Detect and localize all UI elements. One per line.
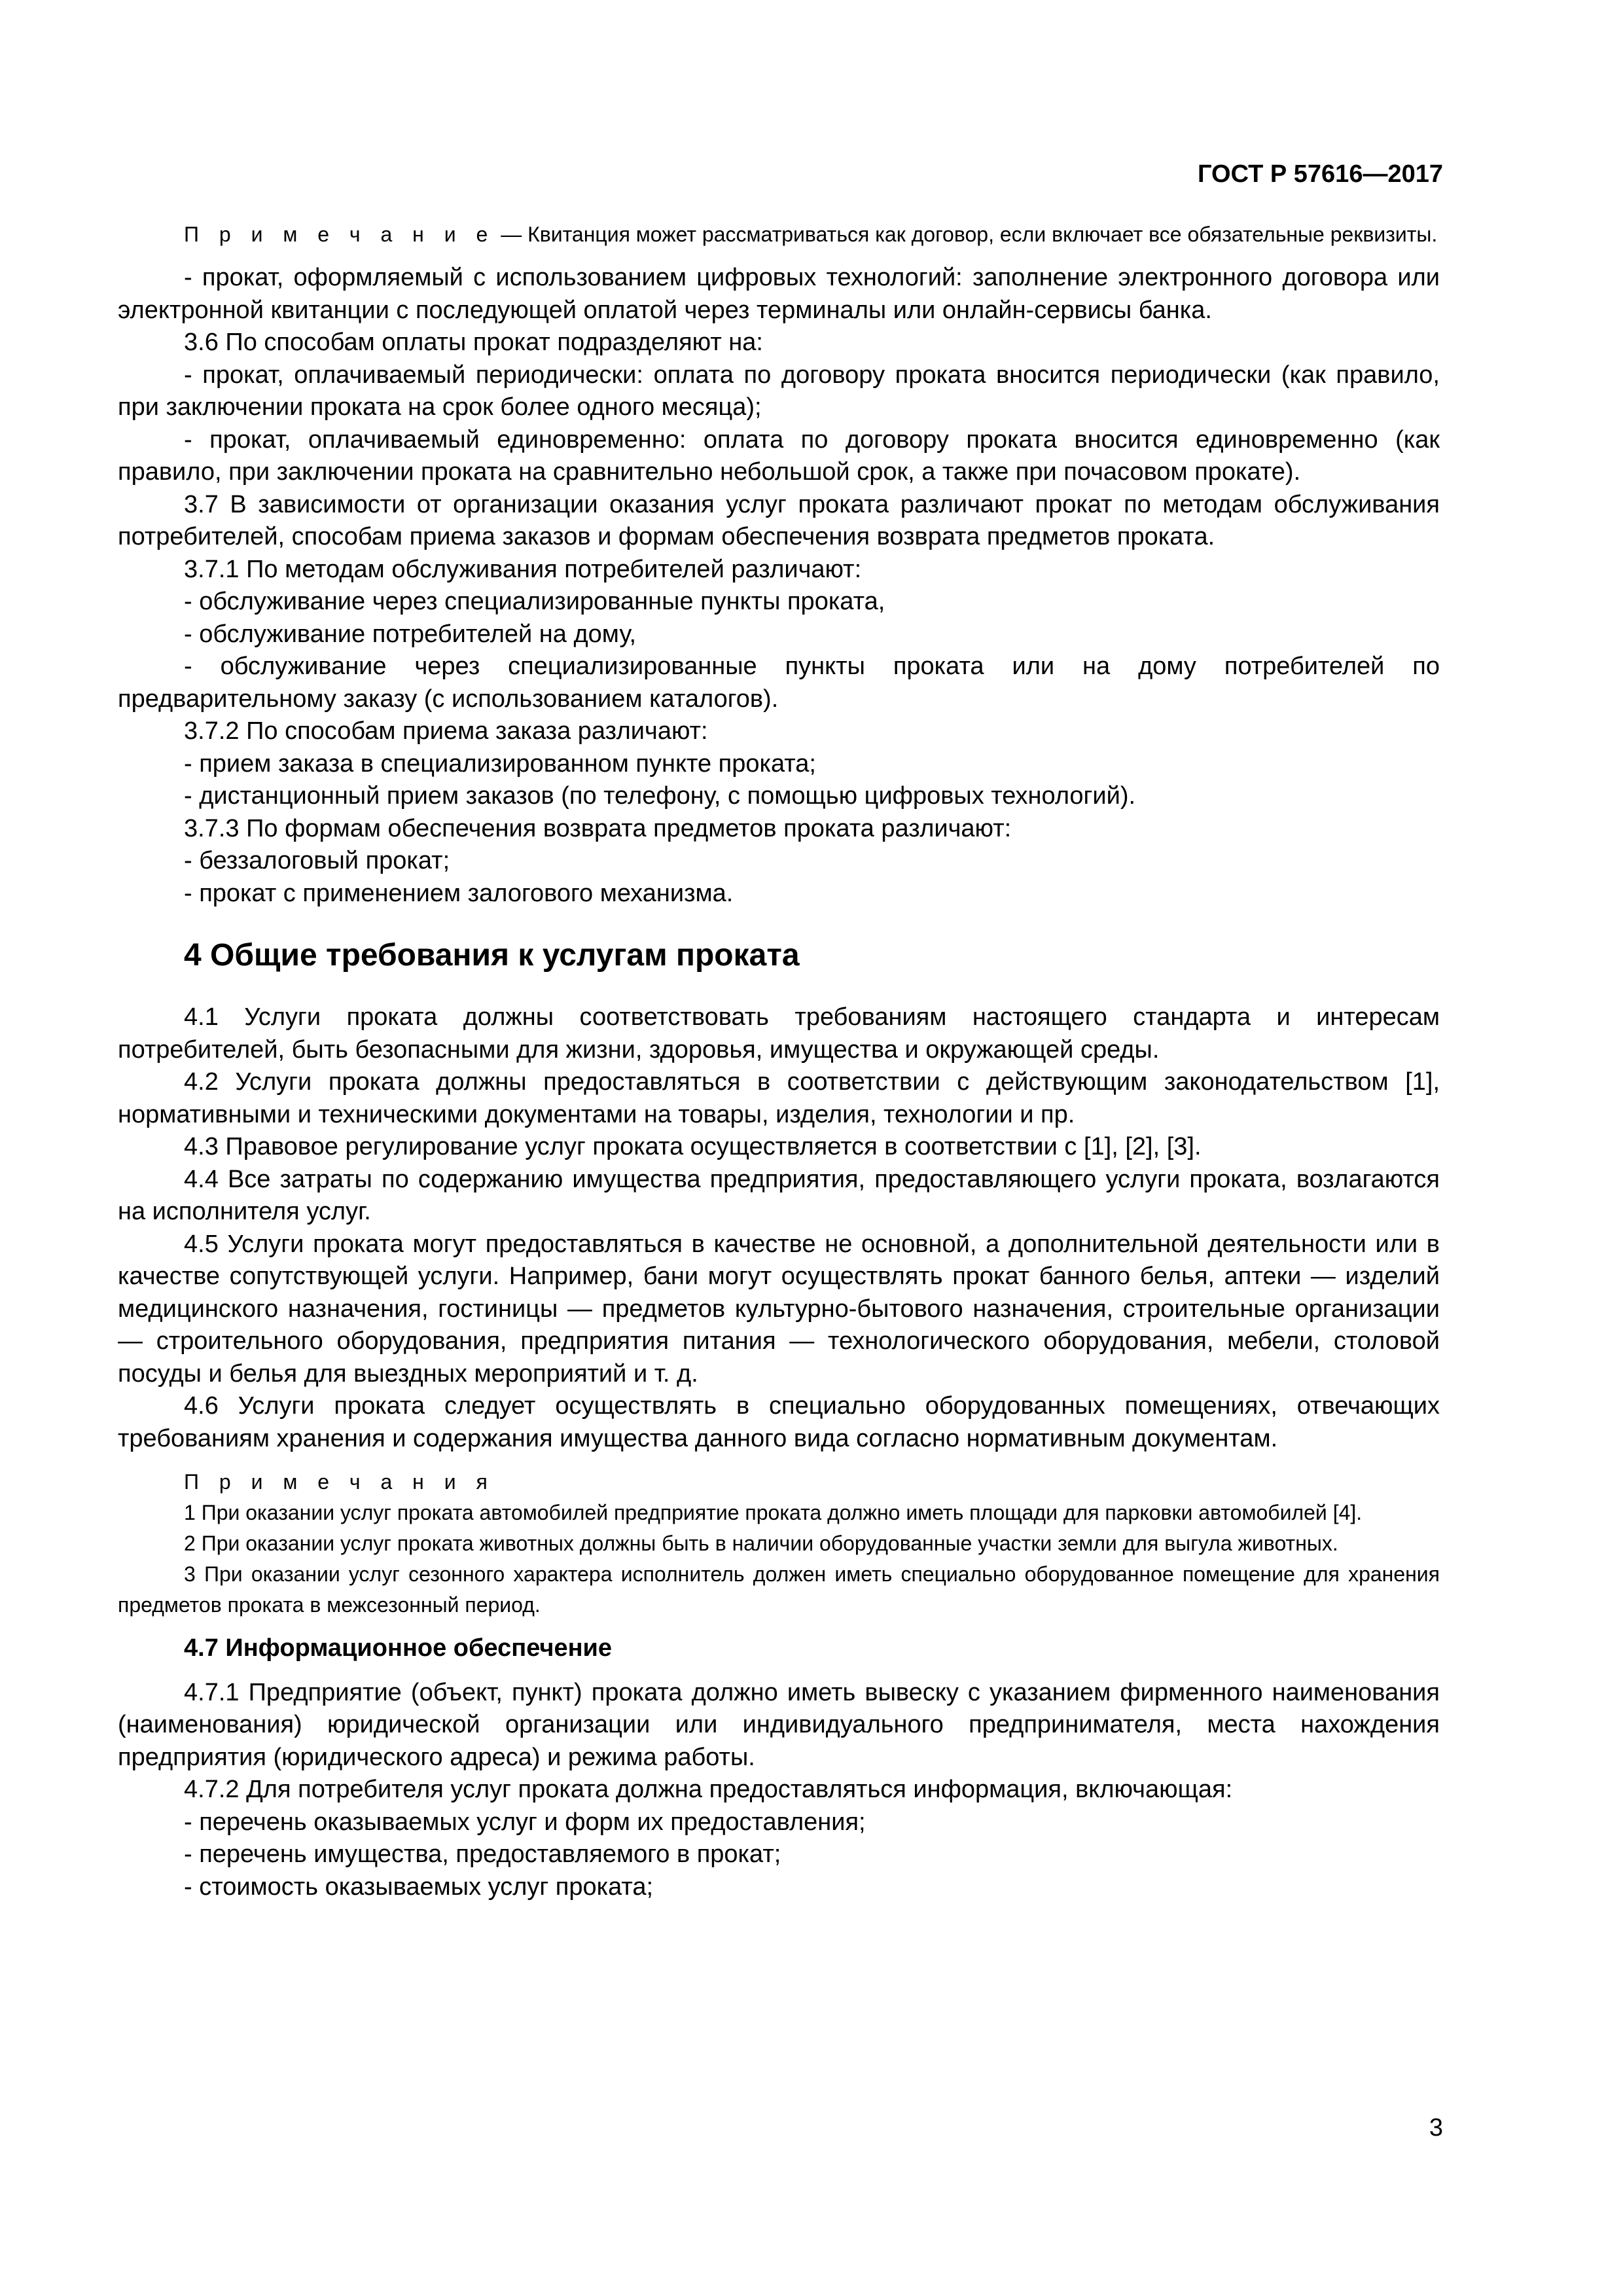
paragraph: - прокат с применением залогового механизма. [184,879,734,907]
paragraph: - прокат, оформляемый с использованием цифровых технологий: заполнение электронного договора или электронной квитанции с последующей оплатой через терминалы или онлайн-сервисы банка. [118,264,1440,324]
subsection-heading: 4.7 Информационное обеспечение [184,1634,613,1662]
paragraph: 4.7.2 Для потребителя услуг проката должна предоставляться информация, включающая: [184,1776,1233,1803]
paragraph: - обслуживание потребителей на дому, [184,620,637,648]
paragraph: - дистанционный прием заказов (по телефону, с помощью цифровых технологий). [184,782,1136,810]
paragraph: - стоимость оказываемых услуг проката; [184,1873,654,1901]
paragraph: - обслуживание через специализированные пункты проката, [184,588,885,615]
paragraph: 3.7.3 По формам обеспечения возврата предметов проката различают: [184,814,1012,842]
note-item: 3 При оказании услуг сезонного характера исполнитель должен иметь специально оборудованное помещение для хранения предметов проката в межсезонный период. [118,1562,1440,1617]
paragraph: 4.5 Услуги проката могут предоставляться в качестве не основной, а дополнительной деятельности или в качестве сопутствующей услуги. Например, бани могут осуществлять прокат банного белья, аптеки — изделий медицинского назначения, гостиницы — предметов культурно-бытового назначения, строительные организации — строительного оборудования, предприятия питания — технологического оборудования, мебели, столовой посуды и белья для выездных мероприятий и т. д. [118,1230,1440,1388]
paragraph: 3.6 По способам оплаты прокат подразделяют на: [184,329,763,356]
paragraph: - беззалоговый прокат; [184,847,450,874]
paragraph: 4.2 Услуги проката должны предоставляться в соответствии с действующим законодательством [1], нормативными и техническими документами на товары, изделия, технологии и пр. [118,1068,1440,1128]
paragraph: 4.1 Услуги проката должны соответствовать требованиям настоящего стандарта и интересам потребителей, быть безопасными для жизни, здоровья, имущества и окружающей среды. [118,1003,1440,1064]
paragraph: - перечень имущества, предоставляемого в прокат; [184,1840,781,1868]
paragraph: 4.4 Все затраты по содержанию имущества предприятия, предоставляющего услуги проката, возлагаются на исполнителя услуг. [118,1165,1440,1225]
paragraph: 3.7.1 По методам обслуживания потребителей различают: [184,555,862,583]
notes-label: П р и м е ч а н и я [184,1470,495,1494]
paragraph: 3.7.2 По способам приема заказа различают: [184,717,708,745]
note-item: 1 При оказании услуг проката автомобилей предприятие проката должно иметь площади для парковки автомобилей [4]. [184,1501,1363,1524]
paragraph: - прием заказа в специализированном пункте проката; [184,749,816,778]
paragraph: - прокат, оплачиваемый единовременно: оплата по договору проката вносится единовременно (как правило, при заключении проката на сравнительно небольшой срок, а также при почасовом прокате). [118,425,1440,486]
note-text: — Квитанция может рассматриваться как договор, если включает все обязательные реквизиты. [495,223,1438,246]
paragraph: 4.3 Правовое регулирование услуг проката осуществляется в соответствии с [1], [2], [3]. [184,1133,1202,1160]
document-code: ГОСТ Р 57616—2017 [1198,160,1443,188]
page-number: 3 [1429,2114,1443,2142]
paragraph: 4.7.1 Предприятие (объект, пункт) проката должно иметь вывеску с указанием фирменного наименования (наименования) юридической организации или индивидуального предпринимателя, места нахождения предприятия (юридического адреса) и режима работы. [118,1678,1440,1771]
paragraph: - обслуживание через специализированные пункты проката или на дому потребителей по предварительному заказу (с использованием каталогов). [118,653,1440,713]
paragraph: - прокат, оплачиваемый периодически: оплата по договору проката вносится периодически (как правило, при заключении проката на срок более одного месяца); [118,361,1440,421]
note-label: П р и м е ч а н и е [184,223,495,246]
paragraph: 3.7 В зависимости от организации оказания услуг проката различают прокат по методам обслуживания потребителей, способам приема заказов и формам обеспечения возврата предметов проката. [118,490,1440,550]
note-item: 2 При оказании услуг проката животных должны быть в наличии оборудованные участки земли для выгула животных. [184,1532,1338,1555]
paragraph: - перечень оказываемых услуг и форм их предоставления; [184,1808,866,1836]
note-top [118,219,1440,250]
section-heading: 4 Общие требования к услугам проката [184,938,800,973]
paragraph: 4.6 Услуги проката следует осуществлять в специально оборудованных помещениях, отвечающих требованиям хранения и содержания имущества данного вида согласно нормативным документам. [118,1392,1440,1452]
page-body [118,219,1440,1903]
